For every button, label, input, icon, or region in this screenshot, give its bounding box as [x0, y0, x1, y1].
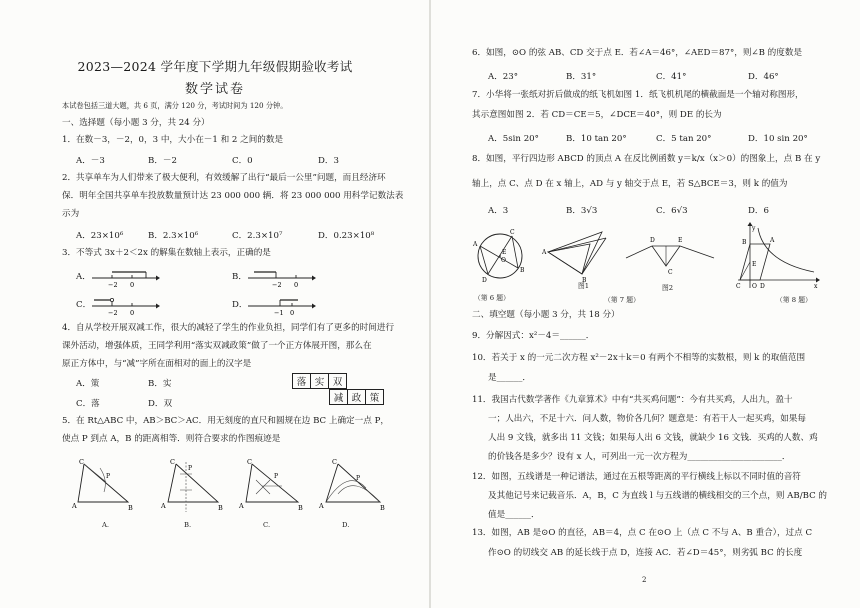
q7-option-a: A．5sin 20° — [488, 134, 539, 144]
q3-number-line-d — [246, 296, 316, 318]
q5-figure-a — [70, 458, 140, 518]
q2-option-d: D．0.23×10⁸ — [318, 231, 375, 241]
q11-stem-line4: 的价钱各是多少？设有 x 人，可列出一元一次方程为______________________． — [488, 452, 791, 462]
fig-caption-q7-fig1: 图1 — [578, 282, 590, 290]
q1-stem: 1．在数－3，－2，0，3 中，大小在－1 和 2 之间的数是 — [62, 135, 284, 145]
q1-option-c: C．0 — [232, 156, 253, 166]
svg-text:x: x — [814, 283, 818, 290]
svg-text:C: C — [510, 229, 515, 236]
section-2-heading: 二、填空题（每小题 3 分，共 18 分） — [472, 310, 620, 320]
q2-option-b: B．2.3×10⁶ — [148, 231, 199, 241]
q3-option-b: B． — [232, 272, 247, 282]
q8-stem-line1: 8．如图，平行四边形 ABCD 的顶点 A 在反比例函数 y＝k/x（x＞0）的图象上，点 B 在 y — [472, 154, 821, 164]
q3-number-line-b — [246, 268, 316, 290]
svg-text:D: D — [760, 283, 765, 290]
cube-face: 落 — [293, 374, 311, 389]
q3-a-tick-label: −2 — [108, 281, 118, 289]
q3-option-c: C． — [76, 300, 92, 310]
svg-text:O: O — [501, 257, 506, 264]
q6-circle-figure — [466, 226, 538, 286]
q5-figure-b — [160, 458, 230, 518]
fig-caption-q7: （第 7 题） — [604, 296, 640, 304]
q7-option-c: C．5 tan 20° — [656, 134, 712, 144]
q8-option-c: C．6√3 — [656, 206, 688, 216]
q7-paper-plane-figure — [542, 226, 622, 286]
q3-a-tick-label: 0 — [130, 281, 135, 289]
q7-option-d: D．10 sin 20° — [748, 134, 808, 144]
exam-title: 2023—2024 学年度下学期九年级假期验收考试 — [77, 59, 353, 74]
q4-option-a: A．策 — [76, 379, 100, 389]
q5-label-a: A — [239, 502, 244, 510]
right-page — [430, 0, 860, 608]
svg-text:B: B — [742, 239, 747, 246]
q10-stem-line1: 10．若关于 x 的一元二次方程 x²－2x＋k＝0 有两个不相等的实数根，则 k 的取值范围 — [472, 353, 806, 363]
q5-label-p: P — [356, 475, 361, 482]
q3-b-tick-label: 0 — [294, 281, 299, 289]
q8-coordinate-figure — [736, 222, 822, 290]
q12-stem-line3: 值是______． — [488, 510, 540, 520]
q3-option-d: D． — [232, 300, 248, 310]
q9-stem: 9．分解因式：x²－4＝______． — [472, 331, 595, 341]
q6-option-c: C．41° — [656, 72, 687, 82]
q5-figure-c — [238, 458, 308, 518]
q11-stem-line3: 人出 9 文钱，就多出 11 文钱；如果每人出 6 文钱，就缺少 16 文钱．买鸡的人数、鸡 — [488, 433, 818, 443]
q3-number-line-c — [90, 296, 160, 318]
q5-label-p: P — [274, 473, 279, 480]
svg-text:E: E — [678, 237, 683, 244]
svg-text:B: B — [520, 267, 525, 274]
q5-label-a: A — [72, 502, 77, 510]
exam-subtitle: 数学试卷 — [184, 82, 245, 97]
q2-stem-line1: 2．共享单车为人们带来了极大便利，有效缓解了出行“最后一公里”问题，而且经济环 — [62, 173, 386, 183]
q1-option-b: B．－2 — [148, 156, 177, 166]
q2-stem-line3: 示为 — [62, 209, 80, 219]
cube-face: 减 — [330, 390, 348, 405]
q4-cube-net-bottom — [329, 389, 384, 405]
q4-stem-line3: 原正方体中，与“减”字所在面相对的面上的汉字是 — [62, 359, 252, 369]
svg-text:A: A — [542, 249, 547, 256]
svg-text:E: E — [502, 249, 507, 256]
q5-label-c: C — [332, 458, 337, 466]
q10-stem-line2: 是______． — [488, 373, 531, 383]
q3-d-tick-label: 0 — [290, 309, 295, 317]
q6-option-d: D．46° — [748, 72, 779, 82]
svg-text:C: C — [736, 283, 741, 290]
q3-d-tick-label: −1 — [274, 309, 284, 317]
q2-option-a: A．23×10⁶ — [76, 231, 124, 241]
q13-stem-line2: 作⊙O 的切线交 AB 的延长线于点 D，连接 AC．若∠D＝45°，则劣弧 BC 的长度 — [488, 548, 803, 558]
q5-label-c: C — [79, 458, 84, 466]
q6-option-a: A．23° — [488, 72, 519, 82]
q4-stem-line1: 4．自从学校开展双减工作，很大的减轻了学生的作业负担，同学们有了更多的时间进行 — [62, 323, 395, 333]
cube-face: 策 — [366, 390, 384, 405]
q5-stem-line2: 使点 P 到点 A，B 的距离相等．则符合要求的作图痕迹是 — [62, 434, 281, 444]
q5-label-p: P — [106, 473, 111, 480]
q2-option-c: C．2.3×10⁷ — [232, 231, 283, 241]
q4-cube-net-top — [292, 373, 347, 389]
q7-stem-line1: 7．小华将一张纸对折后做成的纸飞机如图 1．纸飞机机尾的横截面是一个轴对称图形， — [472, 90, 804, 100]
q5-label-b: B — [380, 504, 385, 512]
svg-text:A: A — [770, 237, 775, 244]
q5-caption-d: D. — [342, 521, 350, 529]
q4-option-b: B．实 — [148, 379, 172, 389]
q1-option-d: D．3 — [318, 156, 339, 166]
fig-caption-q8: （第 8 题） — [776, 296, 812, 304]
q7-stem-line2: 其示意图如图 2．若 CD＝CE＝5，∠DCE＝40°，则 DE 的长为 — [472, 110, 722, 120]
q5-caption-b: B. — [184, 521, 192, 529]
svg-text:D: D — [482, 277, 487, 284]
q5-label-a: A — [161, 502, 166, 510]
q5-caption-a: A. — [102, 521, 110, 529]
q6-option-b: B．31° — [566, 72, 597, 82]
q5-label-c: C — [247, 458, 252, 466]
exam-note: 本试卷包括三道大题，共 6 页，满分 120 分，考试时间为 120 分钟。 — [62, 101, 288, 110]
q8-option-d: D．6 — [748, 206, 769, 216]
svg-text:D: D — [650, 237, 655, 244]
svg-text:A: A — [473, 241, 478, 248]
cube-face: 实 — [311, 374, 329, 389]
q7-option-b: B．10 tan 20° — [566, 134, 627, 144]
fig-caption-q6: （第 6 题） — [474, 294, 510, 302]
q12-stem-line2: 及其他记号来记载音乐．A，B，C 为直线 l 与五线谱的横线相交的三个点，则 AB/BC 的 — [488, 491, 827, 501]
q6-stem: 6．如图，⊙O 的弦 AB、CD 交于点 E．若∠A＝46°，∠AED＝87°，则∠B 的度数是 — [472, 48, 803, 58]
q5-label-b: B — [298, 504, 303, 512]
q4-option-d: D．双 — [148, 399, 173, 409]
q8-option-a: A．3 — [488, 206, 509, 216]
q2-stem-line2: 保．明年全国共享单车投放数量预计达 23 000 000 辆．将 23 000 000 用科学记数法表 — [62, 191, 404, 201]
q3-c-tick-label: 0 — [130, 309, 135, 317]
q5-label-c: C — [170, 458, 175, 466]
svg-text:y: y — [752, 225, 756, 232]
q4-stem-line2: 课外活动，增强体质，王同学利用“落实双减政策”做了一个正方体展开图，那么在 — [62, 341, 372, 351]
q8-option-b: B．3√3 — [566, 206, 598, 216]
fig-caption-q7-fig2: 图2 — [662, 284, 674, 292]
q1-option-a: A．－3 — [76, 156, 105, 166]
svg-text:C: C — [668, 269, 673, 276]
q8-stem-line2: 轴上，点 C、点 D 在 x 轴上，AD 与 y 轴交于点 E，若 S△BCE＝3，则 k 的值为 — [472, 179, 788, 189]
q5-caption-c: C. — [263, 521, 271, 529]
page-number: 2 — [642, 576, 647, 584]
cube-face: 双 — [329, 374, 347, 389]
svg-text:O: O — [752, 283, 757, 290]
q3-option-a: A． — [76, 272, 91, 282]
q3-number-line-a — [90, 268, 160, 290]
section-1-heading: 一、选择题（每小题 3 分，共 24 分） — [62, 118, 210, 128]
q3-c-tick-label: −2 — [108, 309, 118, 317]
q3-b-tick-label: −2 — [272, 281, 282, 289]
q11-stem-line2: 一；人出六，不足十六．问人数，物价各几何？题意是：有若干人一起买鸡，如果每 — [488, 414, 806, 424]
q5-label-p: P — [188, 465, 193, 472]
q3-stem: 3．不等式 3x＋2＜2x 的解集在数轴上表示，正确的是 — [62, 248, 271, 258]
svg-text:B: B — [582, 277, 587, 284]
q7-tail-section-figure — [622, 232, 722, 278]
cube-face: 政 — [348, 390, 366, 405]
q5-stem-line1: 5．在 Rt△ABC 中，AB＞BC＞AC．用无刻度的直尺和圆规在边 BC 上确定一点 P， — [62, 416, 389, 426]
q5-label-b: B — [128, 504, 133, 512]
q13-stem-line1: 13．如图，AB 是⊙O 的直径，AB＝4，点 C 在⊙O 上（点 C 不与 A、B 重合），过点 C — [472, 528, 813, 538]
q5-label-b: B — [218, 504, 223, 512]
q12-stem-line1: 12．如图，五线谱是一种记谱法，通过在五根等距离的平行横线上标以不同时值的音符 — [472, 472, 801, 482]
svg-text:E: E — [752, 261, 757, 268]
q4-option-c: C．落 — [76, 399, 100, 409]
q5-label-a: A — [319, 502, 324, 510]
q5-figure-d — [318, 458, 390, 518]
q11-stem-line1: 11．我国古代数学著作《九章算术》中有“共买鸡问题”：今有共买鸡，人出九，盈十 — [472, 395, 793, 405]
